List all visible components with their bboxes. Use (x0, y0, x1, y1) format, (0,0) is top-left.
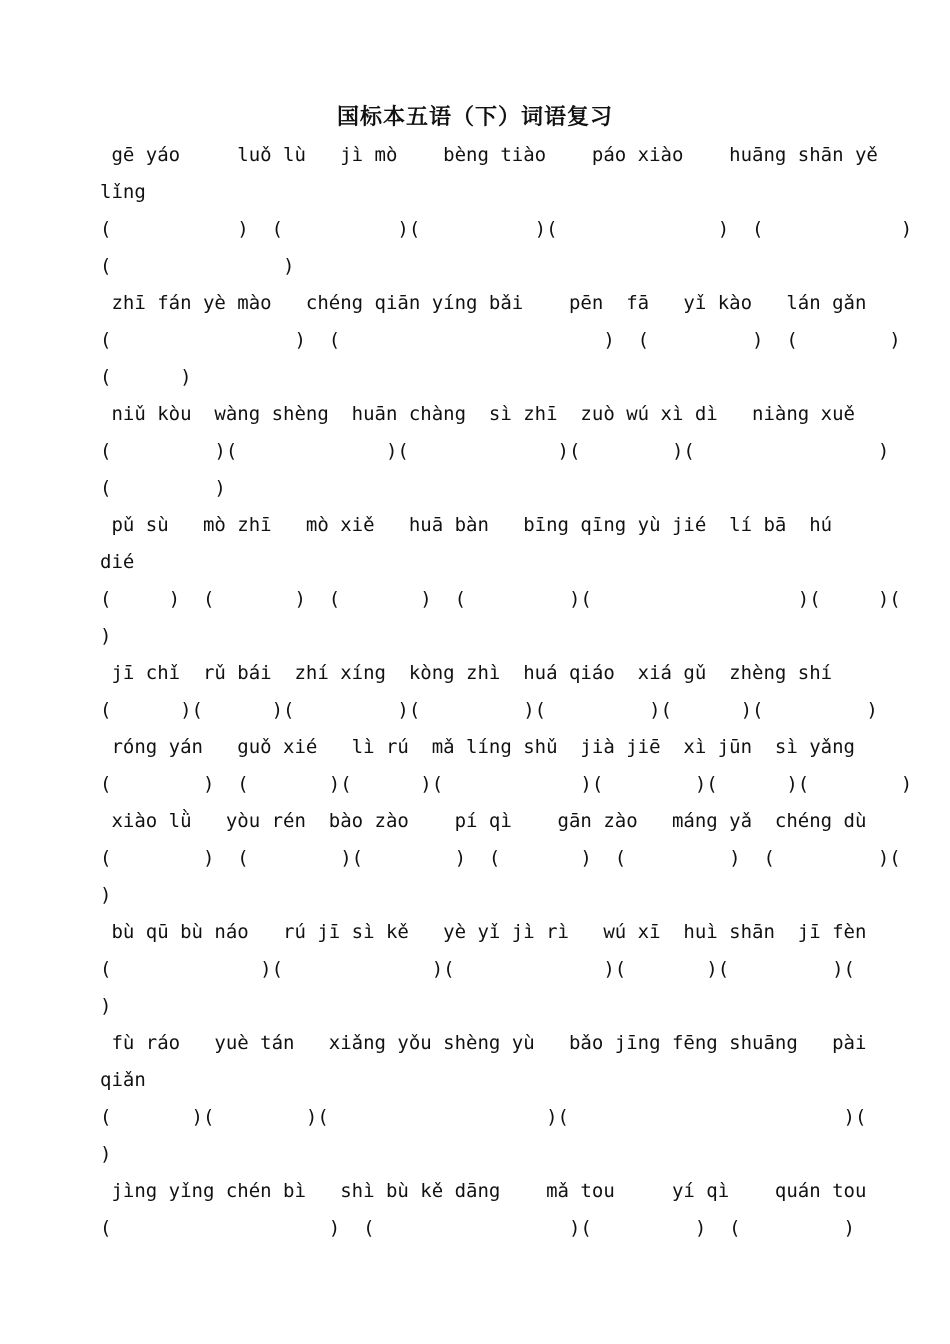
answer-line: ) (100, 884, 112, 906)
pinyin-line: pǔ sù mò zhī mò xiě huā bàn bīng qīng yù jié lí bā hú (100, 514, 833, 536)
answer-line: ( ) ( )( ) ( ) ( ) ( )( (100, 847, 901, 869)
pinyin-line: qiǎn (100, 1069, 146, 1091)
answer-line: ) (100, 625, 112, 647)
pinyin-line: jī chǐ rǔ bái zhí xíng kòng zhì huá qiáo xiá gǔ zhèng shí (100, 662, 833, 684)
answer-line: ( ) ( ) ( ) ( ) (100, 329, 901, 351)
answer-line: ( )( )( )( )( ) (100, 440, 890, 462)
answer-line: ( ) ( ) ( ) ( )( )( )( (100, 588, 901, 610)
pinyin-line: lǐng (100, 181, 146, 203)
answer-line: ) (100, 995, 112, 1017)
pinyin-line: xiào lǜ yòu rén bào zào pí qì gān zào máng yǎ chéng dù (100, 810, 867, 832)
answer-line: ) (100, 1143, 112, 1165)
pinyin-line: dié (100, 551, 135, 573)
answer-line: ( ) (100, 366, 192, 388)
pinyin-line: róng yán guǒ xié lì rú mǎ líng shǔ jià jiē xì jūn sì yǎng (100, 736, 855, 758)
pinyin-line: bù qū bù náo rú jī sì kě yè yǐ jì rì wú xī huì shān jī fèn (100, 921, 867, 943)
document-title: 国标本五语（下）词语复习 (336, 105, 613, 130)
answer-line: ( )( )( )( )( )( )( ) (100, 699, 878, 721)
answer-line: ( ) ( )( )( ) ( ) (100, 218, 913, 240)
answer-line: ( ) (100, 477, 226, 499)
pinyin-line: zhī fán yè mào chéng qiān yíng bǎi pēn fā yǐ kào lán gǎn (100, 292, 867, 314)
answer-line: ( ) ( )( ) ( ) (100, 1217, 855, 1239)
pinyin-line: jìng yǐng chén bì shì bù kě dāng mǎ tou yí qì quán tou (100, 1180, 867, 1202)
answer-line: ( ) ( )( )( )( )( )( ) (100, 773, 913, 795)
answer-line: ( )( )( )( )( (100, 1106, 867, 1128)
pinyin-line: fù ráo yuè tán xiǎng yǒu shèng yù bǎo jīng fēng shuāng pài (100, 1032, 867, 1054)
answer-line: ( )( )( )( )( )( (100, 958, 855, 980)
exercise-body (100, 137, 913, 1247)
answer-line: ( ) (100, 255, 295, 277)
pinyin-line: niǔ kòu wàng shèng huān chàng sì zhī zuò wú xì dì niàng xuě (100, 403, 855, 425)
pinyin-line: gē yáo luǒ lù jì mò bèng tiào páo xiào huāng shān yě (100, 144, 878, 166)
